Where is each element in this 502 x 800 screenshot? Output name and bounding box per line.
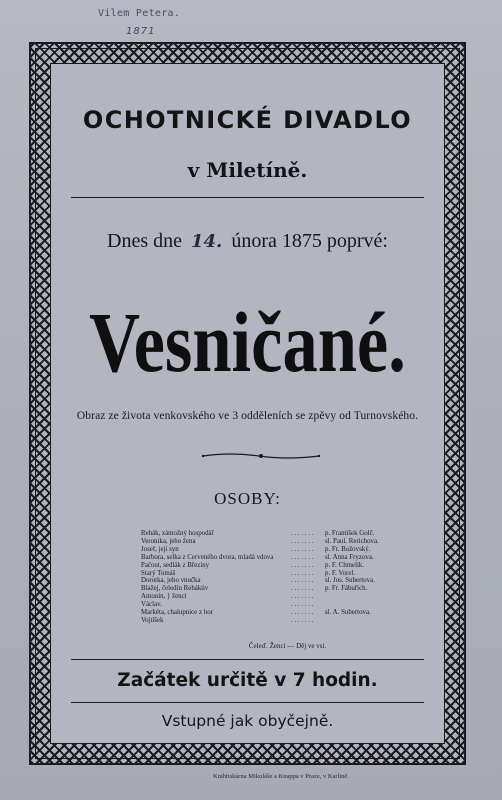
cast-leader-dots: . . . . . . . — [291, 585, 314, 593]
cast-actor: sl. Jos. Šubertova. — [325, 577, 375, 585]
cast-role: Václav. — [141, 601, 162, 609]
cast-leader-dots: . . . . . . . — [291, 601, 314, 609]
date-line — [51, 230, 444, 253]
ornamental-border — [29, 42, 466, 765]
cast-role: Řehák, zámožný hospodář — [141, 530, 214, 537]
cast-row — [141, 562, 401, 570]
entry-fee: Vstupné jak obyčejně. — [161, 712, 334, 730]
cast-actor: sl. A. Šubertova. — [325, 609, 371, 617]
cast-actor — [325, 593, 401, 601]
place-name: v Miletíně. — [187, 158, 308, 182]
cast-actor — [325, 617, 401, 625]
divider-start-top — [71, 659, 424, 660]
cast-leader-dots: . . . . . . . — [291, 530, 314, 537]
cast-leader-dots: . . . . . . . — [291, 569, 314, 577]
cast-leader-dots: . . . . . . . — [291, 609, 314, 617]
cast-role: Vojtíšek — [141, 616, 164, 624]
cast-role: Dorotka, jeho vnučka — [141, 577, 201, 585]
cast-role: Pačout, sedlák z Březiny — [141, 561, 210, 569]
date-prefix: Dnes dne — [107, 230, 182, 252]
cast-list — [141, 530, 401, 625]
printer-imprint: Knihtiskárna Mikuláše a Knappa v Praze, v Karlině. — [213, 773, 349, 780]
divider-start-bottom — [71, 702, 424, 703]
flourish-ornament — [201, 451, 321, 461]
cast-row — [141, 601, 401, 609]
cast-role: Veronika, jeho žena — [141, 537, 196, 545]
cast-actor: sl. Paul. Rerichova. — [325, 537, 379, 545]
cast-row — [141, 617, 401, 625]
cast-row — [141, 593, 401, 601]
cast-footer: Čeleď. Ženci — Děj ve vsi. — [248, 642, 327, 650]
cast-row — [141, 609, 401, 617]
cast-row — [141, 538, 401, 546]
cast-heading: OSOBY: — [214, 489, 281, 508]
start-time: Začátek určitě v 7 hodin. — [117, 670, 378, 691]
cast-row — [141, 585, 401, 593]
cast-leader-dots: . . . . . . . — [291, 553, 314, 561]
cast-actor: p. F. Chmelík. — [325, 561, 365, 569]
cast-leader-dots: . . . . . . . — [291, 577, 314, 585]
pencil-note: 1871 — [126, 26, 156, 37]
cast-row — [141, 570, 401, 578]
play-title: Vesničané. — [89, 294, 406, 390]
cast-leader-dots: . . . . . . . — [291, 561, 314, 569]
cast-actor: sl. Anna Fryzova. — [325, 553, 374, 561]
poster-body — [50, 63, 445, 744]
cast-actor: p. F. Vorel. — [325, 569, 356, 577]
cast-leader-dots: . . . . . . . — [291, 537, 314, 545]
cast-role: Barbora, selka z Červeného dvora, mladá vdova — [141, 553, 274, 561]
theatre-name: OCHOTNICKÉ DIVADLO — [82, 106, 413, 134]
cast-leader-dots: . . . . . . . — [291, 616, 314, 624]
cast-actor — [325, 601, 401, 609]
cast-role: Markéta, chalupnice z hor — [141, 609, 213, 617]
cast-role: Antonín, } ženci — [141, 593, 187, 601]
cast-row — [141, 530, 401, 538]
divider-top — [71, 197, 424, 198]
cast-actor: p. Fr. Božovský. — [325, 545, 371, 553]
cast-role: Josef, její syn — [141, 545, 179, 553]
cast-role: Blažej, čeledín Řehákův — [141, 585, 209, 593]
cast-leader-dots: . . . . . . . — [291, 593, 314, 601]
cast-role: Starý Tomáš — [141, 569, 176, 577]
play-subtitle: Obraz ze života venkovského ve 3 odděleních se zpěvy od Turnovského. — [76, 410, 419, 422]
cast-actor: p. Fr. Fábuřich. — [325, 585, 368, 593]
cast-actor: p. František Golč. — [325, 530, 375, 537]
cast-row — [141, 577, 401, 585]
cast-row — [141, 546, 401, 554]
owner-stamp: Vilem Petera. — [98, 8, 181, 19]
date-suffix: února 1875 poprvé: — [231, 230, 388, 252]
date-day-handwritten: 14. — [191, 231, 223, 252]
cast-row — [141, 554, 401, 562]
cast-leader-dots: . . . . . . . — [291, 545, 314, 553]
